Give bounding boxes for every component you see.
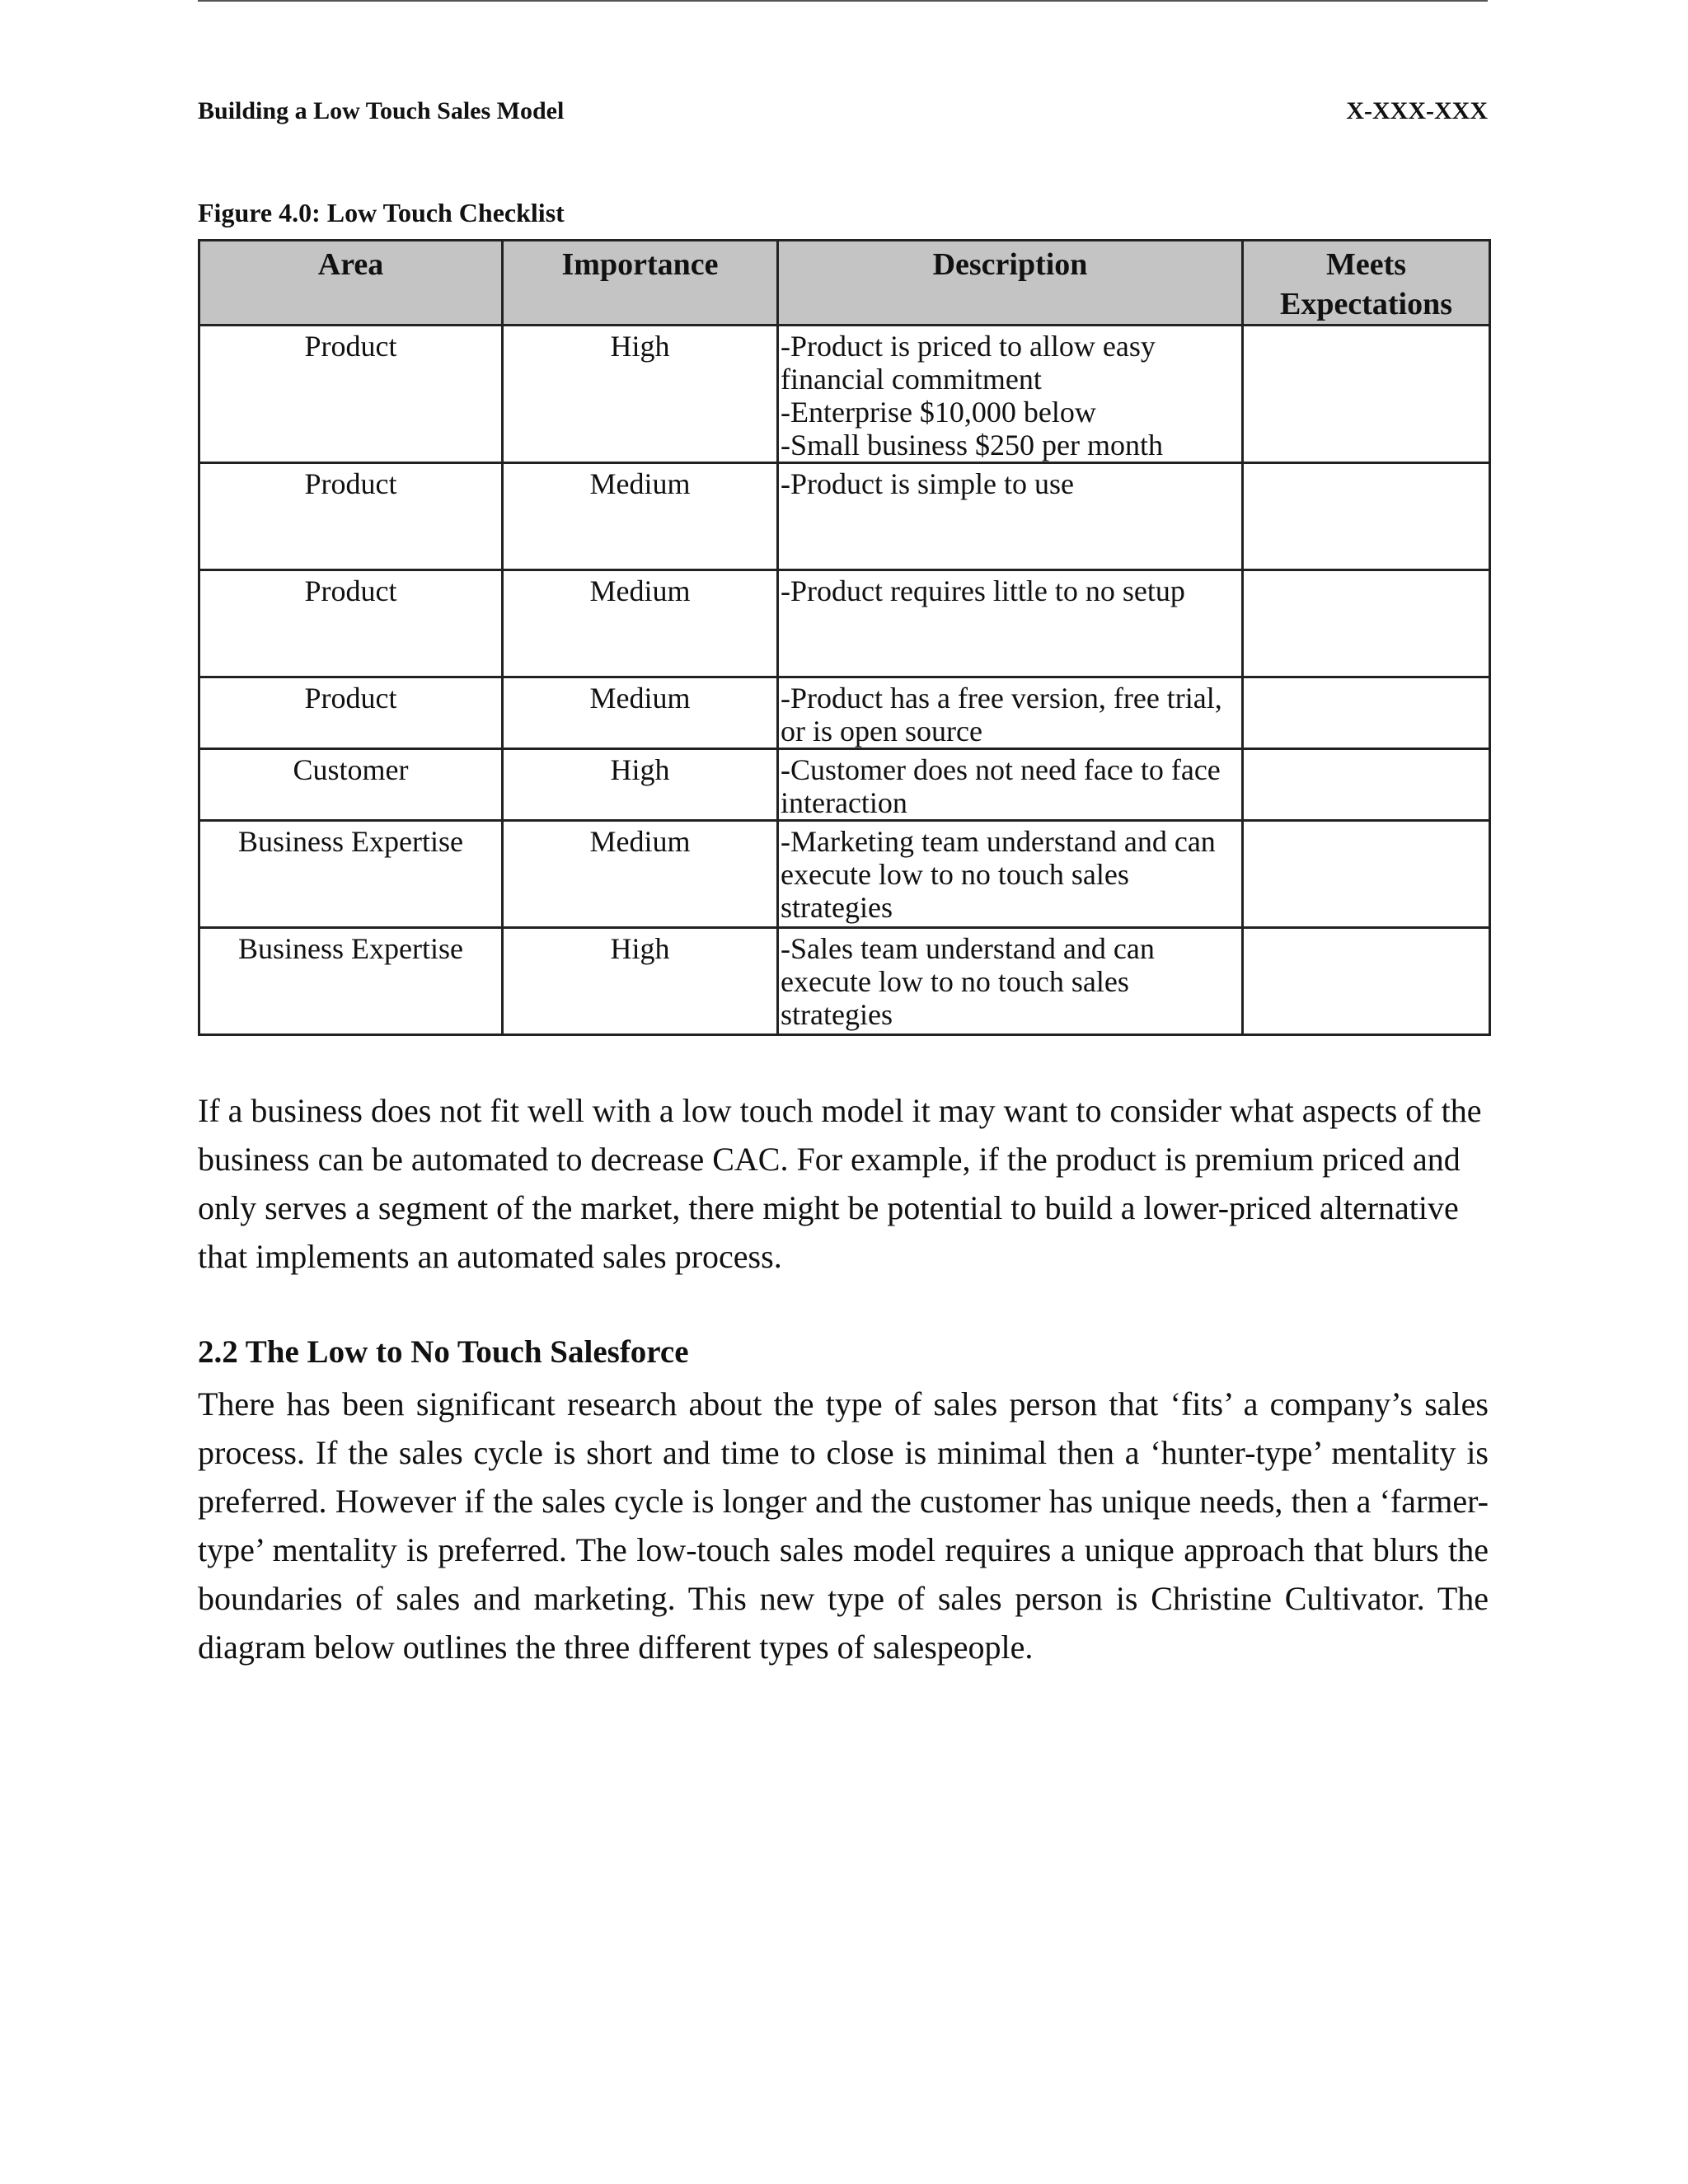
table-row [199,928,1490,1035]
cell-area: Business Expertise [199,928,503,1035]
description-line: execute low to no touch sales [781,965,1129,998]
description-line: or is open source [781,715,982,748]
description-line: financial commitment [781,363,1042,396]
body-paragraph-2: There has been significant research about the type of sales person that ‘fits’ a company’s sales process. If the sales cycle is short and time to close is minimal then a ‘hunter-type’ mentality is preferred. However if the sales cycle is longer and the customer has unique needs, then a ‘farmer-type’ mentality is preferred. The low-touch sales model requires a unique approach that blurs the boundaries of sales and marketing. This new type of sales person is Christine Cultivator. The diagram below outlines the three different types of salespeople. [198,1385,1489,1666]
description-line: -Enterprise $10,000 below [781,396,1096,429]
cell-meets-expectations [1243,326,1490,463]
cell-meets-expectations [1243,749,1490,821]
cell-description [778,570,1243,677]
cell-meets-expectations [1243,463,1490,570]
description-line: strategies [781,891,893,924]
table-row [199,749,1490,821]
cell-area: Product [199,326,503,463]
low-touch-checklist-table [198,239,1491,1036]
description-line: -Product is priced to allow easy [781,330,1156,363]
description-line: -Product requires little to no setup [781,574,1185,607]
description-line: -Small business $250 per month [781,429,1163,462]
running-header-title: Building a Low Touch Sales Model [198,97,565,124]
cell-importance: High [503,928,778,1035]
cell-importance: High [503,326,778,463]
table-header-row [199,241,1490,326]
cell-importance: High [503,749,778,821]
cell-meets-expectations [1243,677,1490,749]
cell-area: Business Expertise [199,821,503,928]
table-row [199,570,1490,677]
table-row [199,677,1490,749]
figure-caption: Figure 4.0: Low Touch Checklist [198,198,565,227]
cell-meets-expectations [1243,570,1490,677]
column-header-description: Description [778,241,1243,326]
cell-importance: Medium [503,821,778,928]
cell-importance: Medium [503,570,778,677]
body-paragraph-1: If a business does not fit well with a low touch model it may want to consider what aspects of the business can be automated to decrease CAC. For example, if the product is premium priced and only serves a segment of the market, there might be potential to build a lower-priced alternative that implements an automated sales process. [198,1092,1482,1275]
cell-description [778,326,1243,463]
cell-area: Product [199,463,503,570]
description-line: interaction [781,786,907,819]
description-line: -Product has a free version, free trial, [781,682,1222,715]
cell-importance: Medium [503,677,778,749]
cell-description [778,463,1243,570]
cell-area: Customer [199,749,503,821]
cell-meets-expectations [1243,821,1490,928]
cell-importance: Medium [503,463,778,570]
section-heading: 2.2 The Low to No Touch Salesforce [198,1334,689,1370]
cell-area: Product [199,677,503,749]
cell-description [778,749,1243,821]
table-row [199,821,1490,928]
column-header-importance: Importance [503,241,778,326]
running-header-doc-id: X-XXX-XXX [1346,97,1488,124]
description-line: -Product is simple to use [781,467,1074,500]
description-line: strategies [781,998,893,1031]
table-row [199,463,1490,570]
cell-description [778,821,1243,928]
description-line: -Marketing team understand and can [781,825,1216,858]
description-line: -Sales team understand and can [781,932,1155,965]
description-line: -Customer does not need face to face [781,753,1221,786]
table-row [199,326,1490,463]
cell-description [778,928,1243,1035]
cell-area: Product [199,570,503,677]
column-header-area: Area [199,241,503,326]
cell-meets-expectations [1243,928,1490,1035]
cell-description [778,677,1243,749]
column-header-meets-expectations: Meets Expectations [1243,241,1490,326]
top-rule [198,0,1488,2]
description-line: execute low to no touch sales [781,858,1129,891]
